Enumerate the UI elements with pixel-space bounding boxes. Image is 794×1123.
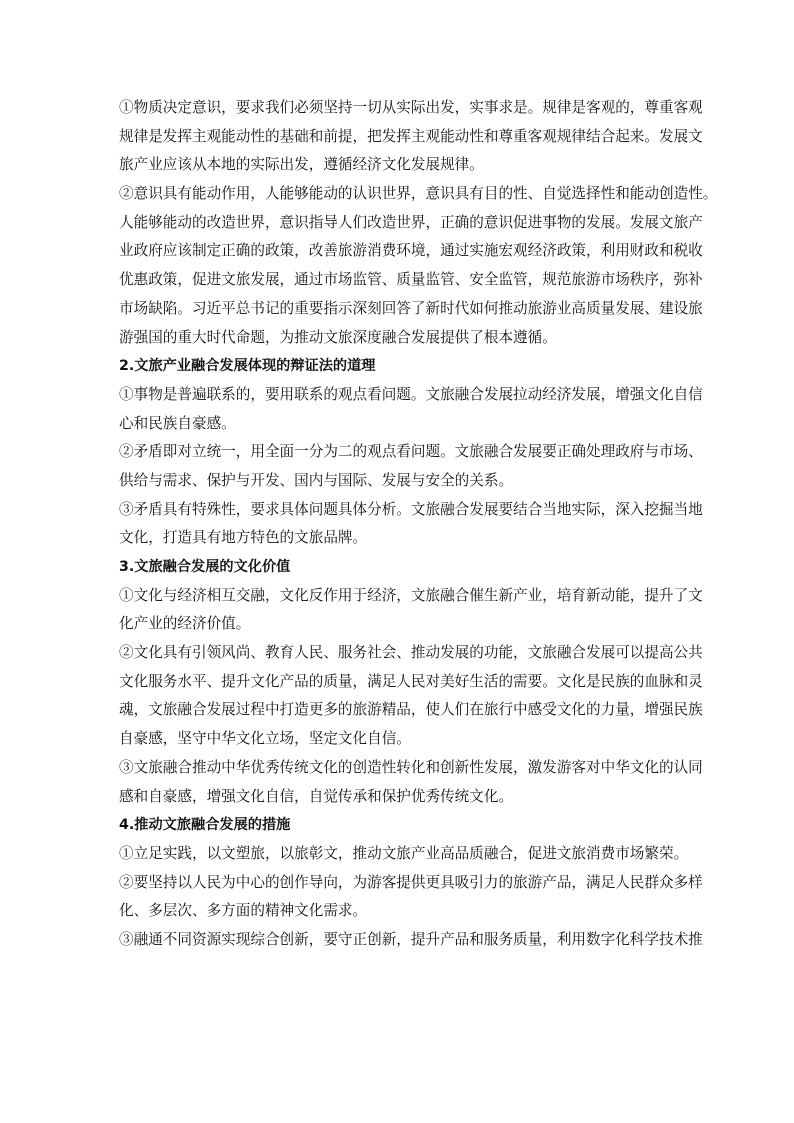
section-heading: 3.文旅融合发展的文化价值 [119,559,291,575]
paragraph-line: 优惠政策，促进文旅发展，通过市场监管、质量监管、安全监管，规范旅游市场秩序，弥补 [119,271,703,289]
paragraph-line: ②文化具有引领风尚、教育人民、服务社会、推动发展的功能，文旅融合发展可以提高公共 [119,644,703,662]
paragraph-line: 市场缺陷。习近平总书记的重要指示深刻回答了新时代如何推动旅游业高质量发展、建设旅 [119,299,703,317]
paragraph-line: ①事物是普遍联系的，要用联系的观点看问题。文旅融合发展拉动经济发展，增强文化自信 [119,385,703,403]
paragraph-line: ①文化与经济相互交融，文化反作用于经济，文旅融合催生新产业，培育新动能，提升了文 [119,586,703,604]
paragraph-line: ①立足实践，以文塑旅，以旅彰文，推动文旅产业高品质融合，促进文旅消费市场繁荣。 [119,844,689,862]
paragraph-line: 文化服务水平、提升文化产品的质量，满足人民对美好生活的需要。文化是民族的血脉和灵 [119,672,703,690]
paragraph-line: ②矛盾即对立统一，用全面一分为二的观点看问题。文旅融合发展要正确处理政府与市场、 [119,443,703,461]
paragraph-line: 人能够能动的改造世界，意识指导人们改造世界，正确的意识促进事物的发展。发展文旅产 [119,213,703,231]
paragraph-line: 游强国的重大时代命题，为推动文旅深度融合发展提供了根本遵循。 [119,328,557,346]
paragraph-line: 规律是发挥主观能动性的基础和前提，把发挥主观能动性和尊重客观规律结合起来。发展文 [119,127,703,145]
paragraph-line: ③文旅融合推动中华优秀传统文化的创造性转化和创新性发展，激发游客对中华文化的认同 [119,758,703,776]
paragraph-line: 文化，打造具有地方特色的文旅品牌。 [119,529,368,547]
paragraph-line: ②意识具有能动作用，人能够能动的认识世界，意识具有目的性、自觉选择性和能动创造性。 [119,185,718,203]
paragraph-line: ②要坚持以人民为中心的创作导向，为游客提供更具吸引力的旅游产品，满足人民群众多样 [119,873,703,891]
paragraph-line: 化、多层次、多方面的精神文化需求。 [119,902,368,920]
paragraph-line: ①物质决定意识，要求我们必须坚持一切从实际出发，实事求是。规律是客观的，尊重客观 [119,99,703,116]
paragraph-line: ③矛盾具有特殊性，要求具体问题具体分析。文旅融合发展要结合当地实际，深入挖掘当地 [119,500,703,518]
paragraph-line: 供给与需求、保护与开发、国内与国际、发展与安全的关系。 [119,471,514,489]
paragraph-line: 感和自豪感，增强文化自信，自觉传承和保护优秀传统文化。 [119,787,514,805]
paragraph-line: 魂，文旅融合发展过程中打造更多的旅游精品，使人们在旅行中感受文化的力量，增强民族 [119,701,703,719]
paragraph-line: 自豪感，坚守中华文化立场，坚定文化自信。 [119,730,411,748]
section-heading: 2.文旅产业融合发展体现的辩证法的道理 [119,358,376,375]
paragraph-line: 业政府应该制定正确的政策，改善旅游消费环境，通过实施宏观经济政策，利用财政和税收 [119,242,703,260]
paragraph-line: 旅产业应该从本地的实际出发，遵循经济文化发展规律。 [119,156,484,174]
paragraph-line: 化产业的经济价值。 [119,615,251,633]
paragraph-line: 心和民族自豪感。 [119,414,236,432]
section-heading: 4.推动文旅融合发展的措施 [119,817,291,834]
paragraph-line: ③融通不同资源实现综合创新，要守正创新，提升产品和服务质量，利用数字化科学技术推 [119,930,703,948]
